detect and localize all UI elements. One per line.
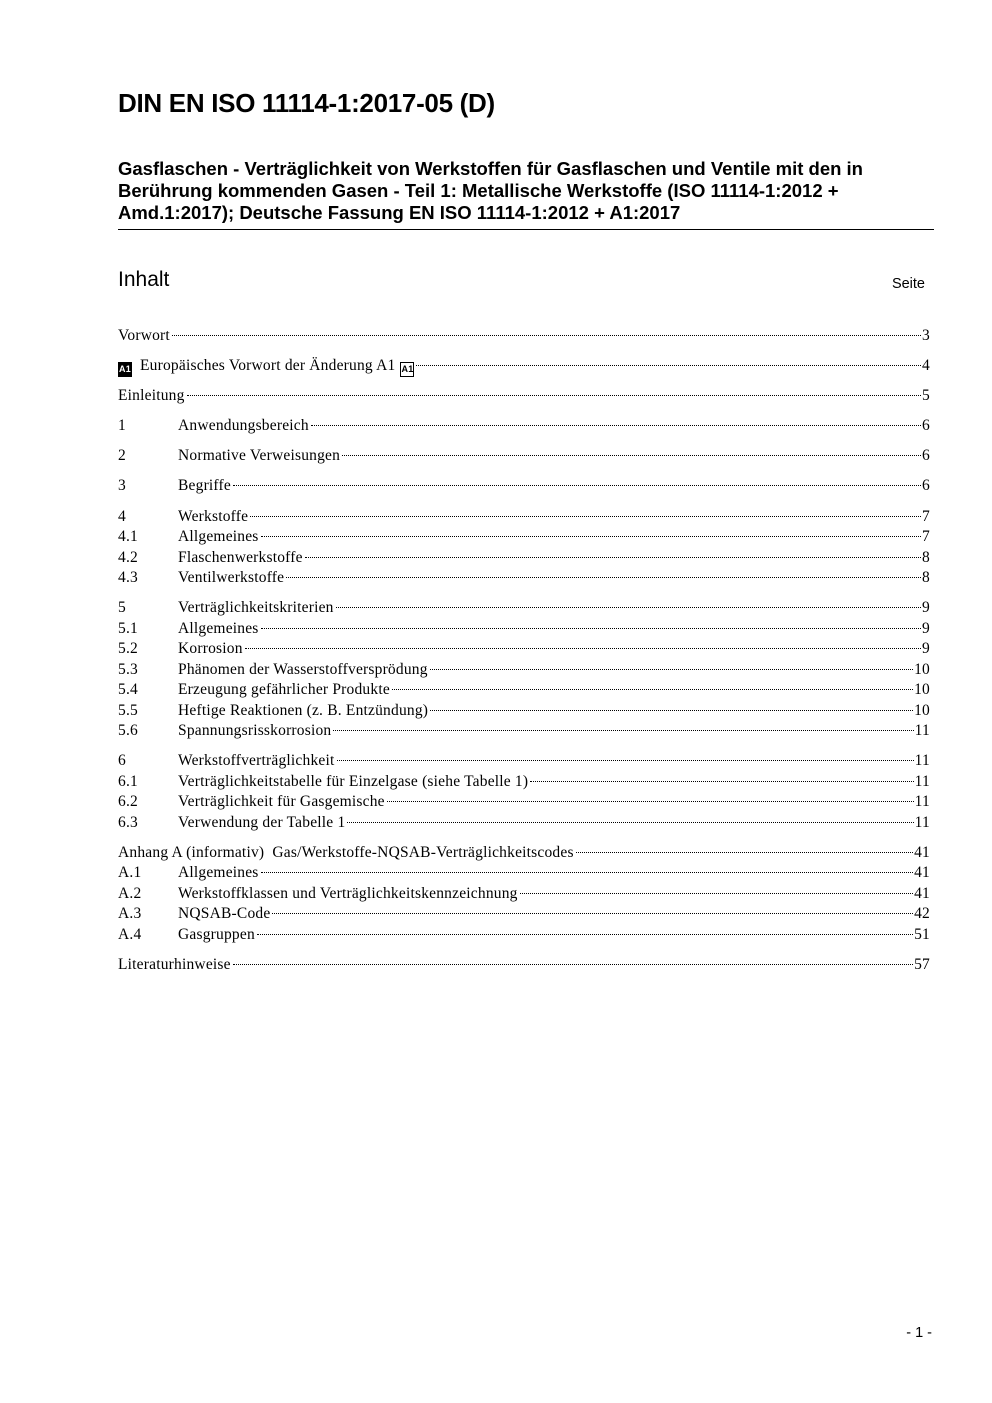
toc-entry-title: Werkstoffverträglichkeit (178, 752, 335, 770)
toc-entry-number: A.3 (118, 905, 142, 923)
toc-entry-number: 5.6 (118, 722, 138, 740)
toc-entry-page: 10 (914, 701, 930, 719)
subtitle-line: Amd.1:2017); Deutsche Fassung EN ISO 11114-1:2012 + A1:2017 (118, 202, 681, 223)
table-of-contents (118, 326, 930, 975)
toc-entry-title: Verträglichkeitskriterien (178, 599, 334, 617)
toc-entry-5-2[interactable] (118, 639, 930, 660)
toc-entry-title: Allgemeines (178, 864, 259, 882)
dot-leader (430, 710, 913, 711)
dot-leader (333, 730, 913, 731)
toc-entry-number: 5.5 (118, 701, 138, 719)
toc-entry-page: 9 (922, 599, 930, 617)
toc-entry-page: 6 (922, 417, 930, 435)
toc-entry-number: 6.2 (118, 793, 138, 811)
toc-entry-title: Einleitung (118, 387, 185, 405)
toc-entry-title: Werkstoffe (178, 507, 249, 525)
toc-entry-title: Verträglichkeitstabelle für Einzelgase (siehe Tabelle 1) (178, 772, 529, 790)
dot-leader (257, 934, 913, 935)
toc-entry-number: 3 (118, 477, 126, 495)
toc-entry-title-wrapper (118, 356, 414, 377)
toc-entry-page: 10 (914, 681, 930, 699)
toc-entry-title: Werkstoffklassen und Verträglichkeitskennzeichnung (178, 884, 518, 902)
dot-leader (233, 485, 921, 486)
toc-entry-title: Anwendungsbereich (178, 417, 309, 435)
toc-entry-6-2[interactable] (118, 792, 930, 813)
toc-entry-a-4[interactable] (118, 925, 930, 946)
toc-entry-annex-a[interactable] (118, 843, 930, 864)
toc-entry-1[interactable] (118, 416, 930, 437)
toc-entry-number: 4.1 (118, 528, 138, 546)
toc-entry-vorwort[interactable] (118, 326, 930, 347)
toc-entry-title: Begriffe (178, 477, 231, 495)
toc-entry-page: 11 (914, 752, 930, 770)
toc-entry-bibliography[interactable] (118, 955, 930, 976)
subtitle-line: Berührung kommenden Gasen - Teil 1: Metallische Werkstoffe (ISO 11114-1:2012 + (118, 180, 839, 201)
dot-leader (261, 628, 922, 629)
toc-entry-number: 5.1 (118, 619, 138, 637)
toc-page-column-label: Seite (891, 276, 925, 292)
toc-entry-page: 10 (914, 660, 930, 678)
toc-entry-page: 11 (914, 772, 930, 790)
toc-entry-page: 42 (914, 905, 930, 923)
toc-entry-page: 41 (914, 864, 930, 882)
toc-entry-number: 6.1 (118, 772, 138, 790)
toc-entry-number: 2 (118, 447, 126, 465)
toc-entry-title: Korrosion (178, 640, 243, 658)
toc-entry-title: Normative Verweisungen (178, 447, 341, 465)
toc-entry-page: 11 (914, 722, 930, 740)
dot-leader (530, 781, 913, 782)
dot-leader (342, 455, 921, 456)
toc-entry-5-5[interactable] (118, 701, 930, 722)
toc-entry-6-3[interactable] (118, 813, 930, 834)
toc-entry-2[interactable] (118, 446, 930, 467)
toc-entry-page: 41 (914, 843, 930, 861)
document-subtitle (118, 158, 934, 224)
toc-entry-4-3[interactable] (118, 568, 930, 589)
toc-entry-4-2[interactable] (118, 548, 930, 569)
toc-entry-page: 8 (922, 548, 930, 566)
document-title: DIN EN ISO 11114-1:2017-05 (D) (118, 88, 495, 118)
toc-entry-title: Vorwort (118, 327, 170, 344)
toc-entry-page: 9 (922, 619, 930, 637)
toc-entry-5-6[interactable] (118, 721, 930, 742)
toc-entry-page: 9 (922, 640, 930, 658)
dot-leader (576, 852, 913, 853)
dot-leader (250, 516, 921, 517)
toc-entry-number: 5.2 (118, 640, 138, 658)
subtitle-line: Gasflaschen - Verträglichkeit von Werkstoffen für Gasflaschen und Ventile mit den in (118, 158, 863, 179)
toc-entry-page: 5 (922, 387, 930, 405)
toc-entry-number: 4 (118, 507, 126, 525)
toc-entry-4[interactable] (118, 507, 930, 528)
dot-leader (336, 607, 921, 608)
toc-entry-page: 7 (922, 507, 930, 525)
dot-leader (172, 335, 921, 336)
toc-entry-title: Phänomen der Wasserstoffversprödung (178, 660, 428, 678)
toc-entry-title: Allgemeines (178, 528, 259, 546)
toc-entry-6-1[interactable] (118, 772, 930, 793)
toc-entry-title: Heftige Reaktionen (z. B. Entzündung) (178, 701, 429, 719)
toc-entry-page: 6 (922, 447, 930, 465)
toc-entry-5[interactable] (118, 598, 930, 619)
dot-leader (392, 689, 913, 690)
toc-entry-number: 6.3 (118, 813, 138, 831)
toc-entry-title: Ventilwerkstoffe (178, 569, 285, 587)
toc-entry-5-3[interactable] (118, 660, 930, 681)
toc-entry-page: 7 (922, 528, 930, 546)
amendment-end-icon: A1 (400, 362, 414, 377)
toc-entry-title: NQSAB-Code (178, 905, 271, 923)
toc-entry-page: 6 (922, 477, 930, 495)
dot-leader (272, 913, 913, 914)
toc-entry-a-3[interactable] (118, 904, 930, 925)
toc-entry-title: Erzeugung gefährlicher Produkte (178, 681, 390, 699)
toc-entry-european-foreword-a1[interactable] (118, 356, 930, 377)
toc-entry-3[interactable] (118, 476, 930, 497)
toc-entry-page: 3 (922, 327, 930, 344)
toc-entry-number: 6 (118, 752, 126, 770)
dot-leader (520, 893, 913, 894)
dot-leader (233, 964, 913, 965)
amendment-start-icon: A1 (118, 362, 132, 377)
toc-entry-5-4[interactable] (118, 680, 930, 701)
toc-entry-number: 4.3 (118, 569, 138, 587)
toc-entry-title: Europäisches Vorwort der Änderung A1 (140, 357, 396, 375)
page-number: - 1 - (906, 1325, 932, 1341)
dot-leader (261, 872, 914, 873)
dot-leader (311, 425, 921, 426)
dot-leader (387, 801, 914, 802)
toc-entry-page: 51 (914, 925, 930, 943)
toc-entry-page: 11 (914, 813, 930, 831)
dot-leader (245, 648, 921, 649)
toc-entry-title: Gasgruppen (178, 925, 255, 943)
toc-entry-a-2[interactable] (118, 884, 930, 905)
toc-entry-4-1[interactable] (118, 527, 930, 548)
dot-leader (347, 822, 913, 823)
dot-leader (286, 577, 921, 578)
toc-entry-title: Flaschenwerkstoffe (178, 548, 303, 566)
toc-entry-5-1[interactable] (118, 619, 930, 640)
toc-entry-title: Anhang A (informativ) Gas/Werkstoffe-NQSAB-Verträglichkeitscodes (118, 843, 574, 861)
dot-leader (305, 557, 921, 558)
toc-entry-page: 11 (914, 793, 930, 811)
toc-entry-number: 5.4 (118, 681, 138, 699)
toc-entry-title: Spannungsrisskorrosion (178, 722, 332, 740)
dot-leader (261, 536, 922, 537)
toc-entry-page: 57 (914, 955, 930, 973)
toc-entry-6[interactable] (118, 751, 930, 772)
dot-leader (430, 669, 913, 670)
toc-entry-number: 5.3 (118, 660, 138, 678)
toc-entry-title: Verwendung der Tabelle 1 (178, 813, 346, 831)
title-divider (118, 229, 934, 230)
toc-entry-number: 5 (118, 599, 126, 617)
dot-leader (337, 760, 914, 761)
toc-entry-a-1[interactable] (118, 863, 930, 884)
toc-entry-number: 4.2 (118, 548, 138, 566)
toc-entry-title: Literaturhinweise (118, 955, 231, 973)
toc-entry-number: A.2 (118, 884, 142, 902)
toc-heading: Inhalt (118, 268, 170, 291)
toc-entry-page: 4 (922, 357, 930, 375)
toc-entry-title: Verträglichkeit für Gasgemische (178, 793, 385, 811)
toc-entry-number: 1 (118, 417, 126, 435)
toc-entry-page: 8 (922, 569, 930, 587)
toc-entry-number: A.4 (118, 925, 142, 943)
dot-leader (187, 395, 921, 396)
toc-entry-number: A.1 (118, 864, 142, 882)
toc-entry-einleitung[interactable] (118, 386, 930, 407)
toc-entry-title: Allgemeines (178, 619, 259, 637)
dot-leader (416, 365, 921, 366)
toc-entry-page: 41 (914, 884, 930, 902)
